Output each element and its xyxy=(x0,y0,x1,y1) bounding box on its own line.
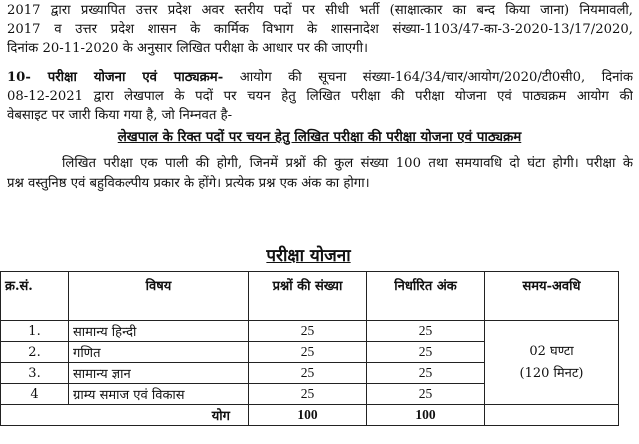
duration-line2: (120 मिनट) xyxy=(519,365,584,381)
header-marks: निर्धारित अंक xyxy=(367,272,485,321)
header-duration: समय-अवधि xyxy=(485,272,619,321)
row-subject: सामान्य हिन्दी xyxy=(69,321,249,342)
para3-line2: प्रश्न वस्तुनिष्ठ एवं बहुविकल्पीय प्रकार के होंगे। प्रत्येक प्रश्न एक अंक का होगा। xyxy=(7,176,370,191)
exam-plan-table xyxy=(0,271,619,426)
para2-line3: वेबसाइट पर जारी किया गया है, जो निम्नवत है- xyxy=(7,108,233,123)
para1-line1: 2017 द्वारा प्रख्यापित उत्तर प्रदेश अवर स्तरीय पदों पर सीधी भर्ती (साक्षात्कार का बन्द किया जाना) नियमावली, xyxy=(7,3,633,18)
total-empty-cell xyxy=(1,405,69,426)
plan-title: परीक्षा योजना xyxy=(266,246,351,266)
total-label: योग xyxy=(69,405,249,426)
total-duration-cell xyxy=(485,405,619,426)
table-row xyxy=(1,321,619,342)
total-marks: 100 xyxy=(367,405,485,426)
row-sn: 1. xyxy=(1,321,69,342)
duration-line1: 02 घण्टा xyxy=(529,343,574,359)
para2-line1 xyxy=(7,69,633,87)
row-questions: 25 xyxy=(249,342,367,363)
table-total-row xyxy=(1,405,619,426)
para2-line1-rest: आयोग की सूचना संख्या-164/34/चार/आयोग/2020/टी0सी0, दिनांक xyxy=(223,70,633,85)
total-questions: 100 xyxy=(249,405,367,426)
row-subject: सामान्य ज्ञान xyxy=(69,363,249,384)
para2-line2: 08-12-2021 द्वारा लेखपाल के पदों पर चयन हेतु लिखित परीक्षा की परीक्षा योजना एवं पाठ्यक्रम आयोग की xyxy=(7,89,633,104)
row-subject: ग्राम्य समाज एवं विकास xyxy=(69,384,249,405)
row-questions: 25 xyxy=(249,363,367,384)
row-marks: 25 xyxy=(367,342,485,363)
para1-line3: दिनांक 20-11-2020 के अनुसार लिखित परीक्षा के आधार पर की जाएगी। xyxy=(7,41,369,56)
row-marks: 25 xyxy=(367,363,485,384)
row-marks: 25 xyxy=(367,321,485,342)
section-10-label: 10- परीक्षा योजना एवं पाठ्यक्रम- xyxy=(7,70,224,85)
row-sn: 3. xyxy=(1,363,69,384)
para1-line2: 2017 व उत्तर प्रदेश शासन के कार्मिक विभाग के शासनादेश संख्या-1103/47-का-3-2020-13/17/2020, xyxy=(7,22,633,37)
row-sn: 4 xyxy=(1,384,69,405)
section-heading: लेखपाल के रिक्त पदों पर चयन हेतु लिखित परीक्षा की परीक्षा योजना एवं पाठ्यक्रम xyxy=(117,129,522,145)
row-questions: 25 xyxy=(249,384,367,405)
row-subject: गणित xyxy=(69,342,249,363)
row-sn: 2. xyxy=(1,342,69,363)
table-header-row xyxy=(1,272,619,321)
duration-cell xyxy=(485,321,619,405)
row-marks: 25 xyxy=(367,384,485,405)
header-sn: क्र.सं. xyxy=(1,272,69,321)
header-subject: विषय xyxy=(69,272,249,321)
row-questions: 25 xyxy=(249,321,367,342)
para3-line1: लिखित परीक्षा एक पाली की होगी, जिनमें प्रश्नों की कुल संख्या 100 तथा समयावधि दो घंटा होगी। परीक्षा के xyxy=(62,156,633,171)
header-questions: प्रश्नों की संख्या xyxy=(249,272,367,321)
